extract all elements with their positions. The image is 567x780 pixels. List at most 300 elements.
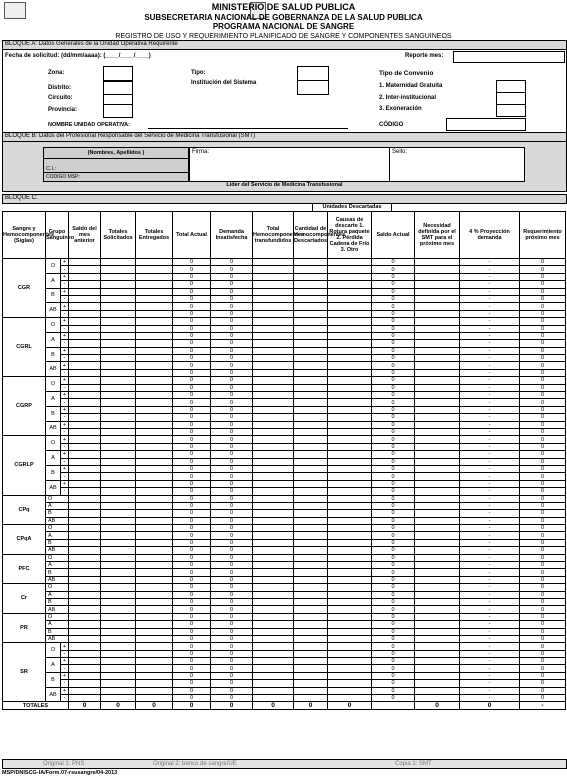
table-cell[interactable]: [415, 628, 460, 635]
table-cell[interactable]: [328, 510, 372, 517]
table-cell[interactable]: 0: [211, 658, 253, 665]
table-cell[interactable]: 0: [173, 650, 211, 657]
table-cell[interactable]: [253, 635, 294, 642]
table-cell[interactable]: 0: [173, 318, 211, 325]
table-cell[interactable]: [101, 421, 136, 428]
table-cell[interactable]: [415, 584, 460, 591]
table-cell[interactable]: 0: [173, 510, 211, 517]
table-cell[interactable]: [328, 465, 372, 472]
table-cell[interactable]: -: [460, 569, 520, 576]
table-cell[interactable]: [69, 495, 101, 502]
table-cell[interactable]: [294, 421, 328, 428]
table-cell[interactable]: [69, 687, 101, 694]
table-cell[interactable]: 0: [372, 480, 415, 487]
table-cell[interactable]: [415, 569, 460, 576]
table-cell[interactable]: [415, 310, 460, 317]
table-cell[interactable]: [328, 443, 372, 450]
table-cell[interactable]: 0: [173, 377, 211, 384]
table-cell[interactable]: [253, 325, 294, 332]
table-cell[interactable]: [415, 517, 460, 524]
table-cell[interactable]: [294, 613, 328, 620]
table-cell[interactable]: 0: [372, 606, 415, 613]
table-cell[interactable]: [253, 273, 294, 280]
table-cell[interactable]: [101, 576, 136, 583]
table-cell[interactable]: [253, 310, 294, 317]
table-cell[interactable]: [69, 266, 101, 273]
table-cell[interactable]: 0: [173, 606, 211, 613]
table-cell[interactable]: [294, 687, 328, 694]
table-cell[interactable]: [294, 303, 328, 310]
table-cell[interactable]: [294, 488, 328, 495]
table-cell[interactable]: [69, 340, 101, 347]
table-cell[interactable]: -: [460, 554, 520, 561]
table-cell[interactable]: [253, 406, 294, 413]
table-cell[interactable]: -: [460, 347, 520, 354]
table-cell[interactable]: [136, 554, 173, 561]
table-cell[interactable]: 0: [372, 443, 415, 450]
table-cell[interactable]: [294, 591, 328, 598]
table-cell[interactable]: [294, 562, 328, 569]
table-cell[interactable]: 0: [372, 406, 415, 413]
table-cell[interactable]: [294, 428, 328, 435]
table-cell[interactable]: -: [460, 281, 520, 288]
table-cell[interactable]: [101, 369, 136, 376]
table-cell[interactable]: [101, 650, 136, 657]
table-cell[interactable]: [101, 266, 136, 273]
table-cell[interactable]: -: [460, 458, 520, 465]
table-cell[interactable]: [136, 643, 173, 650]
table-cell[interactable]: 0: [211, 392, 253, 399]
table-cell[interactable]: [294, 554, 328, 561]
table-cell[interactable]: [136, 458, 173, 465]
table-cell[interactable]: [328, 392, 372, 399]
table-cell[interactable]: [253, 288, 294, 295]
table-cell[interactable]: [328, 695, 372, 702]
table-cell[interactable]: [136, 310, 173, 317]
table-cell[interactable]: -: [460, 539, 520, 546]
table-cell[interactable]: 0: [211, 525, 253, 532]
table-cell[interactable]: [253, 488, 294, 495]
table-cell[interactable]: [69, 628, 101, 635]
table-cell[interactable]: -: [460, 295, 520, 302]
table-cell[interactable]: -: [460, 421, 520, 428]
table-cell[interactable]: 0: [520, 384, 566, 391]
table-cell[interactable]: 0: [520, 332, 566, 339]
table-cell[interactable]: 0: [372, 384, 415, 391]
table-cell[interactable]: [136, 340, 173, 347]
table-cell[interactable]: [415, 525, 460, 532]
table-cell[interactable]: [136, 650, 173, 657]
table-cell[interactable]: [101, 465, 136, 472]
table-cell[interactable]: [328, 598, 372, 605]
table-cell[interactable]: [101, 332, 136, 339]
table-cell[interactable]: 0: [520, 303, 566, 310]
table-cell[interactable]: [294, 399, 328, 406]
table-cell[interactable]: [101, 325, 136, 332]
table-cell[interactable]: [294, 355, 328, 362]
table-cell[interactable]: [69, 377, 101, 384]
table-cell[interactable]: [415, 621, 460, 628]
table-cell[interactable]: 0: [520, 539, 566, 546]
table-cell[interactable]: [294, 295, 328, 302]
table-cell[interactable]: [69, 613, 101, 620]
table-cell[interactable]: [253, 384, 294, 391]
table-cell[interactable]: [69, 362, 101, 369]
table-cell[interactable]: [253, 480, 294, 487]
table-cell[interactable]: [328, 377, 372, 384]
table-cell[interactable]: [328, 687, 372, 694]
table-cell[interactable]: [101, 310, 136, 317]
table-cell[interactable]: 0: [211, 362, 253, 369]
table-cell[interactable]: 0: [372, 510, 415, 517]
table-cell[interactable]: [328, 399, 372, 406]
table-cell[interactable]: [136, 658, 173, 665]
table-cell[interactable]: 0: [211, 628, 253, 635]
table-cell[interactable]: 0: [211, 665, 253, 672]
table-cell[interactable]: 0: [520, 643, 566, 650]
table-cell[interactable]: 0: [372, 502, 415, 509]
table-cell[interactable]: [69, 488, 101, 495]
table-cell[interactable]: 0: [211, 680, 253, 687]
table-cell[interactable]: [101, 347, 136, 354]
table-cell[interactable]: [415, 532, 460, 539]
table-cell[interactable]: 0: [173, 436, 211, 443]
table-cell[interactable]: 0: [520, 377, 566, 384]
table-cell[interactable]: 0: [372, 695, 415, 702]
table-cell[interactable]: -: [460, 436, 520, 443]
table-cell[interactable]: [69, 510, 101, 517]
table-cell[interactable]: [101, 458, 136, 465]
table-cell[interactable]: [415, 488, 460, 495]
table-cell[interactable]: [69, 665, 101, 672]
table-cell[interactable]: 0: [520, 451, 566, 458]
sello-box[interactable]: [389, 147, 525, 182]
table-cell[interactable]: 0: [372, 303, 415, 310]
table-cell[interactable]: [69, 458, 101, 465]
table-cell[interactable]: 0: [173, 658, 211, 665]
table-cell[interactable]: -: [460, 510, 520, 517]
nombre-unidad-line[interactable]: [148, 128, 348, 129]
table-cell[interactable]: [415, 591, 460, 598]
table-cell[interactable]: [136, 451, 173, 458]
table-cell[interactable]: 0: [520, 273, 566, 280]
table-cell[interactable]: 0: [211, 562, 253, 569]
table-cell[interactable]: [101, 428, 136, 435]
table-cell[interactable]: [136, 480, 173, 487]
table-cell[interactable]: [136, 598, 173, 605]
table-cell[interactable]: 0: [211, 451, 253, 458]
table-cell[interactable]: [69, 332, 101, 339]
table-cell[interactable]: 0: [520, 325, 566, 332]
table-cell[interactable]: 0: [173, 310, 211, 317]
table-cell[interactable]: 0: [372, 421, 415, 428]
table-cell[interactable]: -: [460, 399, 520, 406]
table-cell[interactable]: [101, 517, 136, 524]
table-cell[interactable]: [294, 414, 328, 421]
table-cell[interactable]: -: [460, 695, 520, 702]
table-cell[interactable]: 0: [520, 672, 566, 679]
table-cell[interactable]: 0: [173, 406, 211, 413]
table-cell[interactable]: -: [460, 303, 520, 310]
table-cell[interactable]: 0: [520, 562, 566, 569]
table-cell[interactable]: [294, 377, 328, 384]
table-cell[interactable]: [136, 369, 173, 376]
table-cell[interactable]: 0: [173, 576, 211, 583]
table-cell[interactable]: [328, 495, 372, 502]
table-cell[interactable]: 0: [173, 384, 211, 391]
table-cell[interactable]: [415, 665, 460, 672]
table-cell[interactable]: [328, 414, 372, 421]
table-cell[interactable]: [294, 650, 328, 657]
table-cell[interactable]: 0: [372, 273, 415, 280]
table-cell[interactable]: [136, 628, 173, 635]
table-cell[interactable]: [415, 635, 460, 642]
table-cell[interactable]: 0: [173, 547, 211, 554]
table-cell[interactable]: [415, 369, 460, 376]
table-cell[interactable]: [328, 318, 372, 325]
table-cell[interactable]: [328, 606, 372, 613]
table-cell[interactable]: [253, 465, 294, 472]
table-cell[interactable]: [136, 495, 173, 502]
table-cell[interactable]: 0: [372, 525, 415, 532]
table-cell[interactable]: 0: [211, 635, 253, 642]
table-cell[interactable]: 0: [520, 488, 566, 495]
table-cell[interactable]: 0: [173, 495, 211, 502]
table-cell[interactable]: 0: [211, 295, 253, 302]
table-cell[interactable]: 0: [211, 510, 253, 517]
table-cell[interactable]: [69, 606, 101, 613]
table-cell[interactable]: 0: [520, 687, 566, 694]
table-cell[interactable]: 0: [372, 539, 415, 546]
table-cell[interactable]: [253, 259, 294, 266]
table-cell[interactable]: [328, 273, 372, 280]
table-cell[interactable]: [69, 273, 101, 280]
table-cell[interactable]: [415, 510, 460, 517]
table-cell[interactable]: [328, 613, 372, 620]
table-cell[interactable]: 0: [211, 377, 253, 384]
table-cell[interactable]: [294, 392, 328, 399]
table-cell[interactable]: 0: [173, 680, 211, 687]
table-cell[interactable]: [101, 495, 136, 502]
table-cell[interactable]: -: [460, 310, 520, 317]
table-cell[interactable]: [101, 281, 136, 288]
table-cell[interactable]: 0: [173, 525, 211, 532]
table-cell[interactable]: -: [460, 332, 520, 339]
table-cell[interactable]: [415, 421, 460, 428]
table-cell[interactable]: 0: [372, 458, 415, 465]
table-cell[interactable]: 0: [520, 665, 566, 672]
table-cell[interactable]: 0: [211, 547, 253, 554]
table-cell[interactable]: 0: [173, 443, 211, 450]
table-cell[interactable]: 0: [520, 414, 566, 421]
table-cell[interactable]: [136, 362, 173, 369]
table-cell[interactable]: [69, 295, 101, 302]
table-cell[interactable]: [136, 672, 173, 679]
table-cell[interactable]: [294, 362, 328, 369]
table-cell[interactable]: [253, 687, 294, 694]
table-cell[interactable]: [69, 384, 101, 391]
table-cell[interactable]: [101, 539, 136, 546]
table-cell[interactable]: 0: [173, 665, 211, 672]
table-cell[interactable]: 0: [372, 591, 415, 598]
table-cell[interactable]: 0: [520, 259, 566, 266]
table-cell[interactable]: 0: [211, 428, 253, 435]
table-cell[interactable]: -: [460, 443, 520, 450]
table-cell[interactable]: [69, 355, 101, 362]
table-cell[interactable]: [328, 525, 372, 532]
table-cell[interactable]: [69, 502, 101, 509]
table-cell[interactable]: 0: [173, 591, 211, 598]
table-cell[interactable]: 0: [211, 621, 253, 628]
table-cell[interactable]: -: [460, 562, 520, 569]
table-cell[interactable]: [328, 288, 372, 295]
table-cell[interactable]: [294, 281, 328, 288]
table-cell[interactable]: 0: [211, 576, 253, 583]
table-cell[interactable]: [294, 665, 328, 672]
table-cell[interactable]: 0: [372, 340, 415, 347]
table-cell[interactable]: [69, 539, 101, 546]
table-cell[interactable]: [101, 584, 136, 591]
table-cell[interactable]: 0: [211, 266, 253, 273]
table-cell[interactable]: [415, 325, 460, 332]
table-cell[interactable]: 0: [520, 340, 566, 347]
table-cell[interactable]: 0: [372, 584, 415, 591]
reporte-mes-field[interactable]: [453, 51, 565, 63]
table-cell[interactable]: 0: [211, 421, 253, 428]
table-cell[interactable]: 0: [372, 266, 415, 273]
table-cell[interactable]: [253, 672, 294, 679]
table-cell[interactable]: [136, 488, 173, 495]
table-cell[interactable]: [69, 598, 101, 605]
table-cell[interactable]: 0: [520, 310, 566, 317]
table-cell[interactable]: [69, 451, 101, 458]
table-cell[interactable]: [101, 502, 136, 509]
table-cell[interactable]: 0: [372, 635, 415, 642]
table-cell[interactable]: 0: [372, 495, 415, 502]
table-cell[interactable]: -: [460, 672, 520, 679]
table-cell[interactable]: [328, 680, 372, 687]
table-cell[interactable]: [294, 451, 328, 458]
table-cell[interactable]: 0: [211, 598, 253, 605]
table-cell[interactable]: 0: [173, 421, 211, 428]
table-cell[interactable]: 0: [372, 436, 415, 443]
table-cell[interactable]: [294, 598, 328, 605]
table-cell[interactable]: [328, 621, 372, 628]
table-cell[interactable]: [253, 643, 294, 650]
table-cell[interactable]: 0: [372, 650, 415, 657]
table-cell[interactable]: 0: [520, 355, 566, 362]
table-cell[interactable]: [69, 532, 101, 539]
table-cell[interactable]: [136, 392, 173, 399]
table-cell[interactable]: [294, 288, 328, 295]
table-cell[interactable]: -: [460, 621, 520, 628]
table-cell[interactable]: 0: [372, 288, 415, 295]
table-cell[interactable]: 0: [173, 539, 211, 546]
table-cell[interactable]: 0: [372, 362, 415, 369]
table-cell[interactable]: -: [460, 598, 520, 605]
table-cell[interactable]: [294, 532, 328, 539]
table-cell[interactable]: [69, 554, 101, 561]
table-cell[interactable]: 0: [211, 414, 253, 421]
table-cell[interactable]: 0: [211, 347, 253, 354]
table-cell[interactable]: 0: [211, 502, 253, 509]
table-cell[interactable]: 0: [173, 532, 211, 539]
table-cell[interactable]: [328, 672, 372, 679]
table-cell[interactable]: [101, 621, 136, 628]
table-cell[interactable]: [69, 421, 101, 428]
table-cell[interactable]: [101, 295, 136, 302]
table-cell[interactable]: -: [460, 428, 520, 435]
table-cell[interactable]: [253, 399, 294, 406]
table-cell[interactable]: [415, 355, 460, 362]
table-cell[interactable]: 0: [520, 295, 566, 302]
table-cell[interactable]: [69, 281, 101, 288]
table-cell[interactable]: [253, 266, 294, 273]
table-cell[interactable]: [253, 539, 294, 546]
table-cell[interactable]: -: [460, 414, 520, 421]
table-cell[interactable]: [253, 458, 294, 465]
table-cell[interactable]: -: [460, 266, 520, 273]
table-cell[interactable]: [69, 325, 101, 332]
table-cell[interactable]: [294, 443, 328, 450]
table-cell[interactable]: 0: [520, 510, 566, 517]
table-cell[interactable]: [101, 525, 136, 532]
table-cell[interactable]: [415, 465, 460, 472]
table-cell[interactable]: [101, 488, 136, 495]
table-cell[interactable]: -: [460, 628, 520, 635]
table-cell[interactable]: 0: [173, 355, 211, 362]
table-cell[interactable]: [69, 547, 101, 554]
table-cell[interactable]: 0: [520, 458, 566, 465]
table-cell[interactable]: [415, 377, 460, 384]
table-cell[interactable]: 0: [372, 665, 415, 672]
table-cell[interactable]: [253, 495, 294, 502]
table-cell[interactable]: [101, 643, 136, 650]
table-cell[interactable]: [415, 281, 460, 288]
table-cell[interactable]: [415, 495, 460, 502]
table-cell[interactable]: [253, 517, 294, 524]
table-cell[interactable]: 0: [211, 539, 253, 546]
table-cell[interactable]: -: [460, 384, 520, 391]
table-cell[interactable]: 0: [372, 451, 415, 458]
table-cell[interactable]: 0: [520, 628, 566, 635]
table-cell[interactable]: [415, 539, 460, 546]
table-cell[interactable]: [101, 473, 136, 480]
table-cell[interactable]: [415, 473, 460, 480]
table-cell[interactable]: [253, 392, 294, 399]
table-cell[interactable]: 0: [372, 554, 415, 561]
table-cell[interactable]: 0: [211, 643, 253, 650]
table-cell[interactable]: [69, 347, 101, 354]
table-cell[interactable]: 0: [372, 295, 415, 302]
table-cell[interactable]: [253, 554, 294, 561]
table-cell[interactable]: 0: [520, 399, 566, 406]
table-cell[interactable]: [69, 562, 101, 569]
table-cell[interactable]: [415, 347, 460, 354]
table-cell[interactable]: 0: [211, 384, 253, 391]
table-cell[interactable]: [253, 281, 294, 288]
table-cell[interactable]: [253, 414, 294, 421]
table-cell[interactable]: 0: [372, 628, 415, 635]
table-cell[interactable]: [415, 443, 460, 450]
table-cell[interactable]: 0: [372, 332, 415, 339]
table-cell[interactable]: [294, 458, 328, 465]
table-cell[interactable]: 0: [211, 473, 253, 480]
table-cell[interactable]: [294, 310, 328, 317]
table-cell[interactable]: 0: [211, 325, 253, 332]
provincia-field[interactable]: [103, 104, 133, 118]
table-cell[interactable]: [253, 340, 294, 347]
